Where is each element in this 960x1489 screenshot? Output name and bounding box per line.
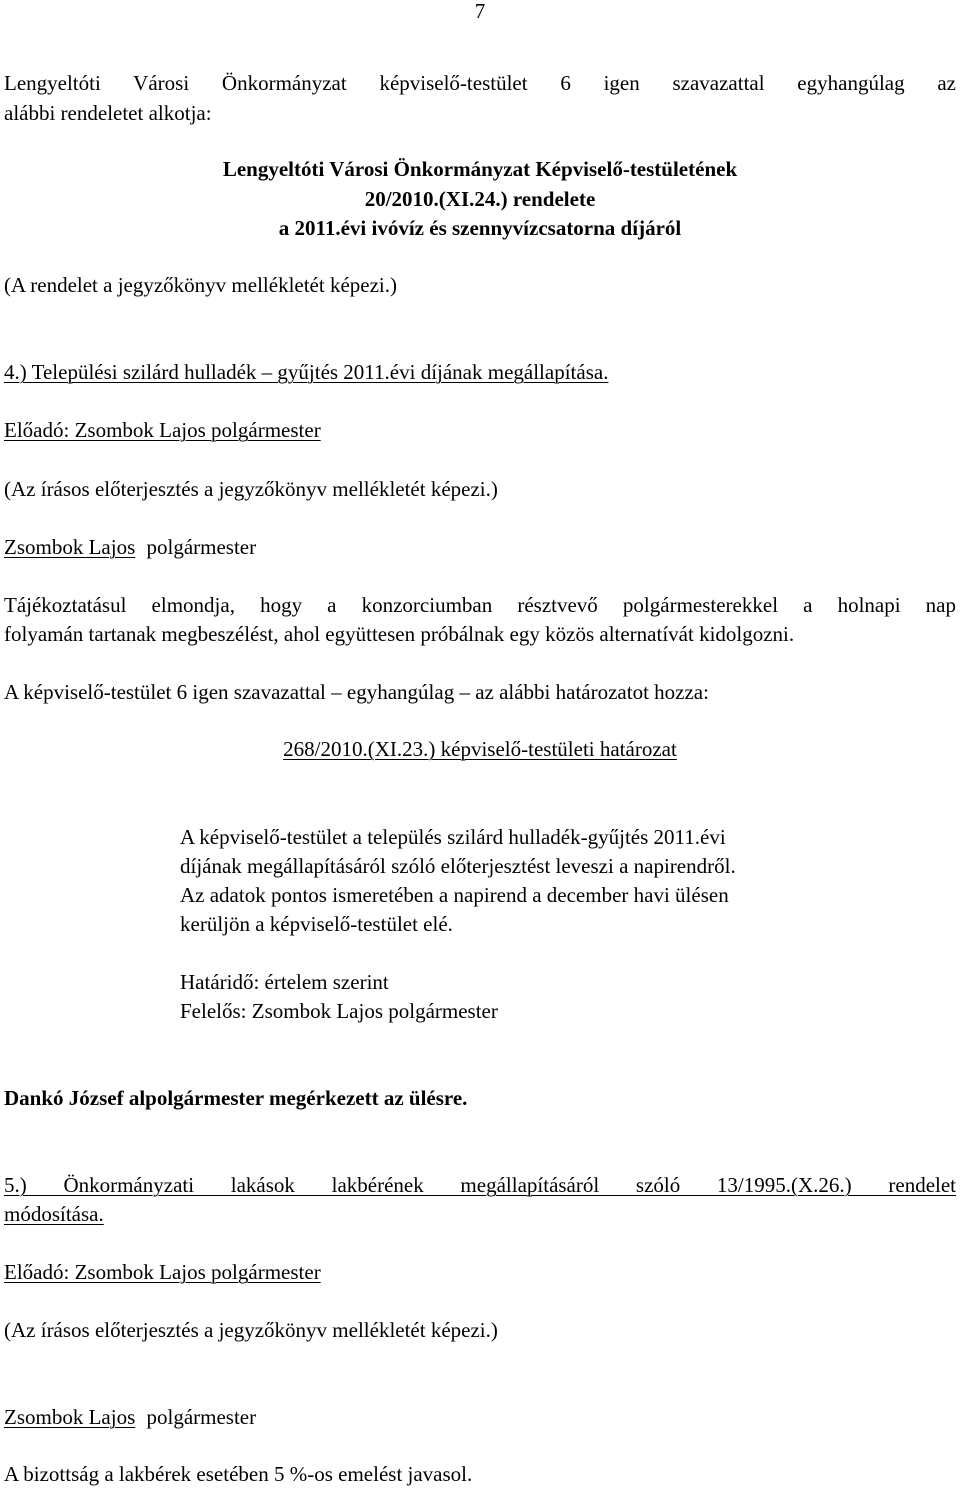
decree-title-1: Lengyeltóti Városi Önkormányzat Képviselő-testületének bbox=[222, 157, 738, 181]
arrival-note: Dankó József alpolgármester megérkezett az ülésre. bbox=[4, 1086, 468, 1110]
resolution-line-1: A képviselő-testület a település szilárd hulladék-gyűjtés 2011.évi bbox=[180, 825, 726, 849]
item5-heading-line-1: 5.) Önkormányzati lakások lakbérének megállapításáról szóló 13/1995.(X.26.) rendelet bbox=[4, 1173, 956, 1197]
item5-speaker-name: Zsombok Lajos bbox=[4, 1405, 136, 1429]
item4-resolution-title bbox=[0, 734, 960, 764]
item4-presenter: Előadó: Zsombok Lajos polgármester bbox=[4, 418, 321, 442]
item4-speaker-name: Zsombok Lajos bbox=[4, 535, 136, 559]
intro-line-1: Lengyeltóti Városi Önkormányzat képviselő-testület 6 igen szavazattal egyhangúlag az bbox=[4, 71, 956, 95]
item5-speaker-title: polgármester bbox=[146, 1405, 257, 1429]
item4-deadline: Határidő: értelem szerint bbox=[180, 970, 389, 994]
page-number: 7 bbox=[474, 0, 486, 23]
item5-heading-line-2: módosítása. bbox=[4, 1202, 104, 1226]
resolution-line-4: kerüljön a képviselő-testület elé. bbox=[180, 912, 453, 936]
item4-paragraph-line-2: folyamán tartanak megbeszélést, ahol együttesen próbálnak egy közös alternatívát kidolgozni. bbox=[4, 622, 795, 646]
item4-vote: A képviselő-testület 6 igen szavazattal – egyhangúlag – az alábbi határozatot hozza: bbox=[4, 680, 709, 704]
item5-speaker bbox=[4, 1402, 256, 1432]
item5-paragraph-line-1: A bizottság a lakbérek esetében 5 %-os emelést javasol. bbox=[4, 1462, 473, 1486]
item4-speaker bbox=[4, 532, 256, 562]
item4-note: (Az írásos előterjesztés a jegyzőkönyv mellékletét képezi.) bbox=[4, 477, 498, 501]
resolution-line-3: Az adatok pontos ismeretében a napirend a december havi ülésen bbox=[180, 883, 729, 907]
item4-speaker-title: polgármester bbox=[146, 535, 257, 559]
resolution-title-text: 268/2010.(XI.23.) képviselő-testületi határozat bbox=[283, 737, 677, 761]
item5-note: (Az írásos előterjesztés a jegyzőkönyv mellékletét képezi.) bbox=[4, 1318, 498, 1342]
decree-title-3: a 2011.évi ivóvíz és szennyvízcsatorna díjáról bbox=[278, 216, 682, 240]
resolution-line-2: díjának megállapításáról szóló előterjesztést leveszi a napirendről. bbox=[180, 854, 736, 878]
item4-heading: 4.) Települési szilárd hulladék – gyűjtés 2011.évi díjának megállapítása. bbox=[4, 360, 609, 384]
item4-responsible: Felelős: Zsombok Lajos polgármester bbox=[180, 999, 498, 1023]
item5-presenter: Előadó: Zsombok Lajos polgármester bbox=[4, 1260, 321, 1284]
item4-paragraph-line-1: Tájékoztatásul elmondja, hogy a konzorciumban résztvevő polgármesterekkel a holnapi nap bbox=[4, 593, 956, 617]
intro-line-2: alábbi rendeletet alkotja: bbox=[4, 101, 212, 125]
decree-title-2: 20/2010.(XI.24.) rendelete bbox=[364, 187, 596, 211]
decree-note: (A rendelet a jegyzőkönyv mellékletét képezi.) bbox=[4, 273, 398, 297]
